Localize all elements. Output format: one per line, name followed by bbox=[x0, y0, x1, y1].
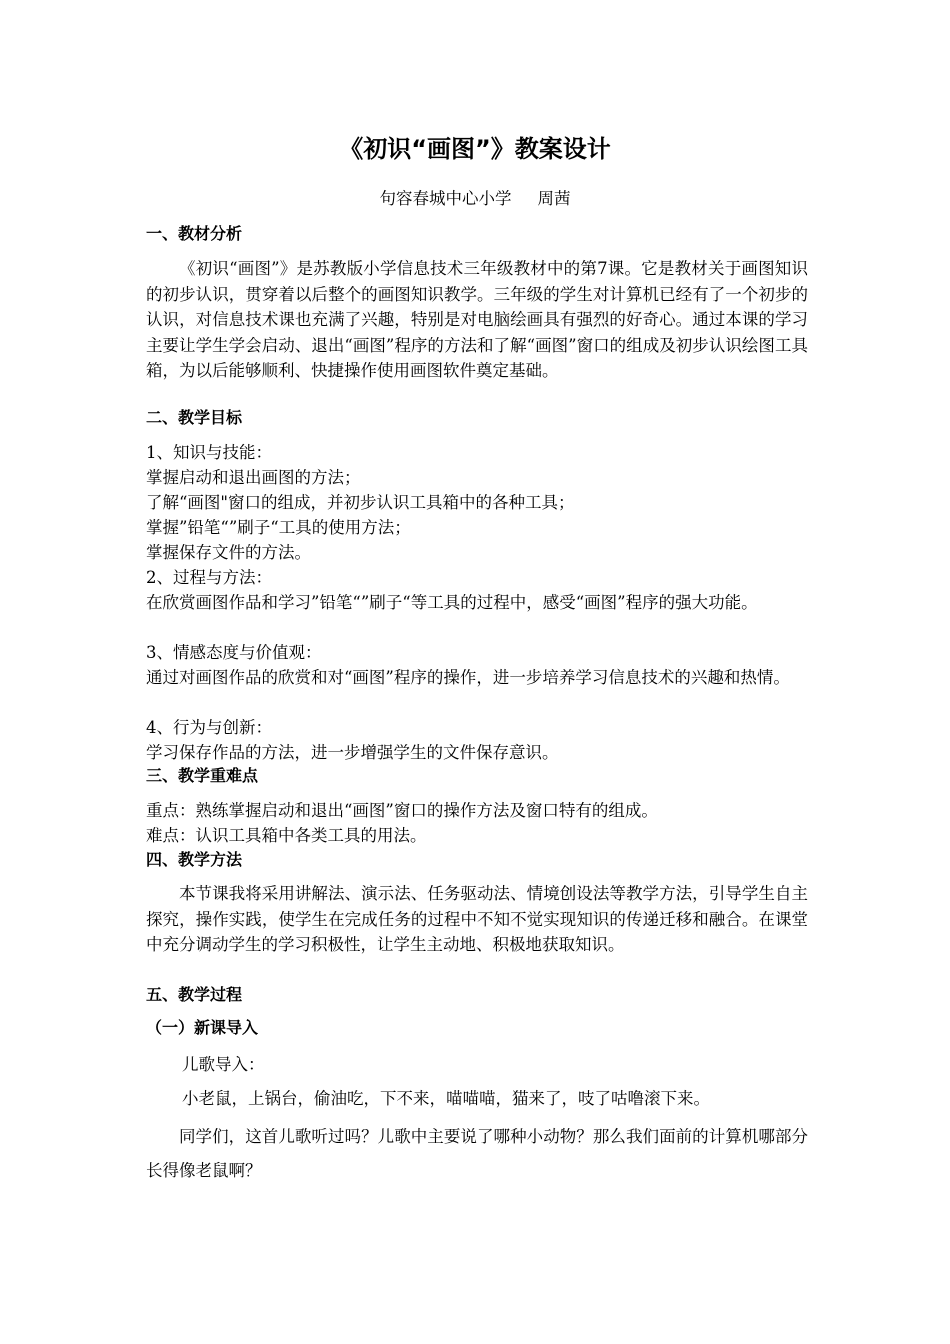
rhyme-line: 小老鼠，上锅台，偷油吃，下不来，喵喵喵，猫来了，吱了咕噜滚下来。 bbox=[182, 1089, 710, 1108]
key-point: 重点：熟练掌握启动和退出“画图”窗口的操作方法及窗口特有的组成。 bbox=[146, 801, 658, 820]
goal-1-item: 掌握启动和退出画图的方法； bbox=[146, 468, 361, 487]
intro-line: 儿歌导入： bbox=[182, 1055, 265, 1074]
section-heading-2: 二、教学目标 bbox=[146, 408, 243, 427]
section-4-paragraph: 本节课我将采用讲解法、演示法、任务驱动法、情境创设法等教学方法，引导学生自主探究，操作实践，使学生在完成任务的过程中不知不觉实现知识的传递迁移和融合。在课堂中充分调动学生的学习积极性，让学生主动地、积极地获取知识。 bbox=[146, 884, 808, 954]
section-1-paragraph: 《初识“画图”》是苏教版小学信息技术三年级教材中的第7课。它是教材关于画图知识的初步认识，贯穿着以后整个的画图知识教学。三年级的学生对计算机已经有了一个初步的认识，对信息技术课也充满了兴趣，特别是对电脑绘画具有强烈的好奇心。通过本课的学习主要让学生学会启动、退出“画图”程序的方法和了解“画图”窗口的组成及初步认识绘图工具箱，为以后能够顺利、快捷操作使用画图软件奠定基础。 bbox=[146, 259, 808, 380]
goal-1-title: 1、知识与技能： bbox=[146, 443, 272, 462]
school-name: 句容春城中心小学 bbox=[379, 189, 512, 208]
author-name: 周茜 bbox=[537, 189, 571, 208]
subsection-heading: （一）新课导入 bbox=[146, 1018, 259, 1037]
goal-2-text: 在欣赏画图作品和学习”铅笔“”刷子“等工具的过程中，感受“画图”程序的强大功能。 bbox=[146, 593, 758, 612]
goal-1-item: 掌握保存文件的方法。 bbox=[146, 543, 311, 562]
section-heading-3: 三、教学重难点 bbox=[146, 766, 259, 785]
goal-4-title: 4、行为与创新： bbox=[146, 718, 272, 737]
goal-3-text: 通过对画图作品的欣赏和对“画图”程序的操作，进一步培养学习信息技术的兴趣和热情。 bbox=[146, 668, 790, 687]
section-heading-4: 四、教学方法 bbox=[146, 850, 243, 869]
document-title: 《初识“画图”》教案设计 bbox=[339, 135, 611, 163]
goal-1-item: 了解“画图"窗口的组成，并初步认识工具箱中的各种工具； bbox=[146, 493, 575, 512]
goal-4-text: 学习保存作品的方法，进一步增强学生的文件保存意识。 bbox=[146, 743, 559, 762]
section-heading-5: 五、教学过程 bbox=[146, 985, 243, 1004]
section-heading-1: 一、教材分析 bbox=[146, 224, 243, 243]
difficult-point: 难点：认识工具箱中各类工具的用法。 bbox=[146, 826, 427, 845]
byline bbox=[0, 186, 950, 212]
goal-3-title: 3、情感态度与价值观： bbox=[146, 643, 322, 662]
goal-2-title: 2、过程与方法： bbox=[146, 568, 272, 587]
goal-1-item: 掌握”铅笔“”刷子“工具的使用方法； bbox=[146, 518, 411, 537]
question-paragraph: 同学们，这首儿歌听过吗？儿歌中主要说了哪种小动物？那么我们面前的计算机哪部分长得像老鼠啊？ bbox=[146, 1127, 808, 1180]
